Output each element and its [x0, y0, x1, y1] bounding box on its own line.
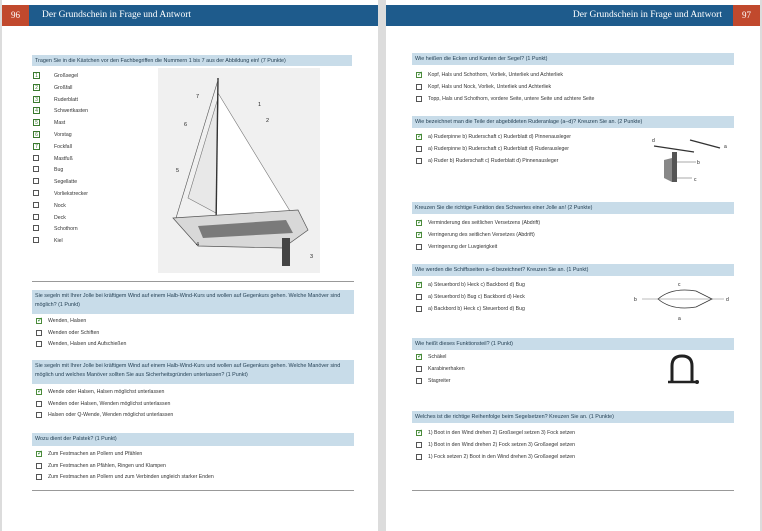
checkbox-checked[interactable] [416, 232, 422, 238]
option-label: Kopf, Hals und Nock, Vorliek, Unterliek und Achterliek [428, 84, 552, 90]
option-label: Schäkel [428, 354, 447, 360]
answer-number-box[interactable]: 4 [33, 107, 40, 114]
right-page [386, 0, 760, 531]
option-label: Wende oder Halsen, Halsen möglichst unterlassen [48, 389, 165, 395]
option-label: Zum Festmachen an Pfählen, Ringen und Klampen [48, 462, 166, 469]
page-number: 97 [733, 5, 760, 26]
option-label: 1) Boot in den Wind drehen 2) Fock setzen 3) Großsegel setzen [428, 442, 576, 448]
figure-label-c: c [694, 177, 697, 183]
option-label: a) Ruderpinne b) Ruderschaft c) Ruderblatt d) Ruderausleger [428, 146, 569, 152]
checkbox[interactable] [416, 84, 422, 90]
option-label: Topp, Hals und Schothorn, vordere Seite, untere Seite und achtere Seite [428, 96, 595, 102]
figure-label-c: c [678, 282, 681, 288]
checkbox[interactable] [416, 306, 422, 312]
header-title: Der Grundschein in Frage und Antwort [42, 10, 192, 20]
term-label: Schothorn [54, 226, 78, 233]
term-label: Schwertkasten [54, 108, 89, 115]
answer-number-box[interactable] [33, 237, 39, 243]
checkbox-checked[interactable] [416, 72, 422, 78]
checkbox-checked[interactable] [36, 389, 42, 395]
answer-number-box[interactable]: 3 [33, 96, 40, 103]
option-label: Halsen oder Q-Wende, Wenden möglichst unterlassen [48, 412, 174, 418]
checkbox-checked[interactable] [416, 282, 422, 288]
question-box: Wie bezeichnet man die Teile der abgebildeten Ruderanlage (a–d)? Kreuzen Sie an. (2 Punkte) [412, 116, 734, 128]
term-label: Ruderblatt [54, 96, 78, 103]
divider [32, 281, 354, 282]
checkbox-checked[interactable] [416, 430, 422, 436]
answer-number-box[interactable] [33, 225, 39, 231]
checkbox[interactable] [416, 244, 422, 250]
figure-label-b: b [634, 297, 637, 303]
answer-number-box[interactable] [33, 166, 39, 172]
hull-figure [632, 279, 732, 321]
answer-number-box[interactable]: 1 [33, 72, 40, 79]
checkbox[interactable] [416, 146, 422, 152]
page-header [2, 5, 378, 26]
answer-number-box[interactable]: 2 [33, 84, 40, 91]
checkbox-checked[interactable] [36, 318, 42, 324]
option-label: Verringerung des seitlichen Versetzes (Abdrift) [428, 232, 535, 238]
answer-number-box[interactable]: 5 [33, 119, 40, 126]
question-box: Welches ist die richtige Reihenfolge beim Segelsetzen? Kreuzen Sie an. (1 Punkte) [412, 411, 734, 423]
option-label: Wenden oder Schiften [48, 329, 100, 336]
option-label: 1) Boot in den Wind drehen 2) Großsegel setzen 3) Fock setzen [428, 430, 576, 436]
option-label: Wenden oder Halsen, Wenden möglichst unterlassen [48, 400, 171, 407]
option-label: a) Steuerbord b) Bug c) Backbord d) Heck [428, 294, 525, 300]
figure-number-7: 7 [196, 94, 200, 100]
checkbox[interactable] [416, 454, 422, 460]
divider [412, 490, 734, 491]
term-label: Nock [54, 202, 66, 209]
page-header [386, 5, 760, 26]
figure-label-b: b [697, 160, 700, 166]
figure-number-6: 6 [184, 122, 188, 128]
option-label: Wenden, Halsen und Aufschießen [48, 341, 127, 347]
option-label: Verringerung der Luvgierigkeit [428, 244, 498, 250]
header-title: Der Grundschein in Frage und Antwort [572, 10, 722, 20]
page-number: 96 [2, 5, 29, 26]
answer-number-box[interactable] [33, 214, 39, 220]
option-label: a) Backbord b) Heck c) Steuerbord d) Bug [428, 306, 525, 312]
option-label: Wenden, Halsen [48, 318, 87, 324]
left-page [2, 0, 378, 531]
question-box: Sie segeln mit Ihrer Jolle bei kräftigem Wind auf einem Halb-Wind-Kurs und wollen auf Gegenkurs gehen. Welche Manöver sind möglich und welches Manöver sollten Sie aus Sicherheitsgründen unterlassen? (1 Punkt) [32, 360, 354, 384]
figure-number-4: 4 [196, 242, 200, 248]
figure-number-3: 3 [310, 254, 314, 260]
checkbox[interactable] [36, 412, 42, 418]
question-box: Kreuzen Sie die richtige Funktion des Schwertes einer Jolle an! (2 Punkte) [412, 202, 734, 214]
term-label: Großfall [54, 84, 73, 91]
term-label: Kiel [54, 238, 63, 245]
divider [32, 490, 354, 491]
checkbox[interactable] [416, 158, 422, 164]
checkbox[interactable] [36, 341, 42, 347]
option-label: a) Ruder b) Ruderschaft c) Ruderblatt d) Pinnenausleger [428, 158, 559, 164]
option-label: Zum Festmachen an Pollern und Pfählen [48, 451, 143, 457]
checkbox-checked[interactable] [416, 354, 422, 360]
checkbox[interactable] [36, 474, 42, 480]
answer-number-box[interactable] [33, 178, 39, 184]
option-label: 1) Fock setzen 2) Boot in den Wind drehen 3) Großsegel setzen [428, 454, 576, 460]
question-box: Wozu dient der Palstek? (1 Punkt) [32, 433, 354, 446]
answer-number-box[interactable] [33, 155, 39, 161]
checkbox[interactable] [416, 96, 422, 102]
option-label: Stagreiter [428, 378, 451, 384]
checkbox[interactable] [36, 330, 42, 336]
figure-label-d: d [652, 138, 655, 144]
term-label: Vorliekstrecker [54, 191, 89, 197]
checkbox[interactable] [36, 463, 42, 469]
question-box: Wie heißen die Ecken und Kanten der Segel? (1 Punkt) [412, 53, 734, 65]
checkbox[interactable] [416, 442, 422, 448]
answer-number-box[interactable] [33, 202, 39, 208]
term-label: Fockfall [54, 143, 72, 150]
checkbox-checked[interactable] [416, 220, 422, 226]
answer-number-box[interactable]: 6 [33, 131, 40, 138]
option-label: Verminderung des seitlichen Versetzens (Abdrift) [428, 220, 541, 226]
answer-number-box[interactable] [33, 190, 39, 196]
term-label: Großsegel [54, 73, 79, 79]
checkbox[interactable] [416, 294, 422, 300]
question-box: Tragen Sie in die Kästchen vor den Fachbegriffen die Nummern 1 bis 7 aus der Abbildung ein! (7 Punkte) [32, 55, 352, 66]
checkbox-checked[interactable] [416, 134, 422, 140]
question-box: Wie heißt dieses Funktionsteil? (1 Punkt) [412, 338, 734, 350]
figure-number-2: 2 [266, 118, 270, 124]
answer-number-box[interactable]: 7 [33, 143, 40, 150]
checkbox[interactable] [36, 401, 42, 407]
option-label: Karabinerhaken [428, 366, 465, 372]
option-label: Kopf, Hals und Schothorn, Vorliek, Unterliek und Achterliek [428, 72, 563, 78]
figure-label-a: a [724, 144, 727, 150]
shackle-figure [662, 352, 702, 390]
checkbox[interactable] [416, 378, 422, 384]
figure-label-a: a [678, 316, 681, 321]
option-label: a) Steuerbord b) Heck c) Backbord d) Bug [428, 282, 525, 288]
checkbox-checked[interactable] [36, 451, 42, 457]
figure-label-d: d [726, 297, 729, 303]
question-box: Sie segeln mit Ihrer Jolle bei kräftigem Wind auf einem Halb-Wind-Kurs und wollen auf Gegenkurs gehen. Welche Manöver sind möglich? (1 Punkt) [32, 290, 354, 314]
term-label: Segellatte [54, 179, 78, 186]
rudder-figure [650, 132, 734, 188]
option-label: Zum Festmachen an Pollern und zum Verbinden ungleich starker Enden [48, 474, 214, 480]
term-label: Mast [54, 120, 66, 127]
sailboat-figure [158, 68, 320, 273]
figure-number-5: 5 [176, 168, 180, 174]
term-label: Bug [54, 167, 64, 174]
term-label: Mastfuß [54, 155, 73, 162]
term-label: Deck [54, 214, 66, 221]
figure-number-1: 1 [258, 102, 262, 108]
checkbox[interactable] [416, 366, 422, 372]
option-label: a) Ruderpinne b) Ruderschaft c) Ruderblatt d) Pinnenausleger [428, 134, 572, 140]
question-box: Wie werden die Schiffsseiten a–d bezeichnet? Kreuzen Sie an. (1 Punkt) [412, 264, 734, 276]
term-label: Vorstag [54, 132, 72, 138]
